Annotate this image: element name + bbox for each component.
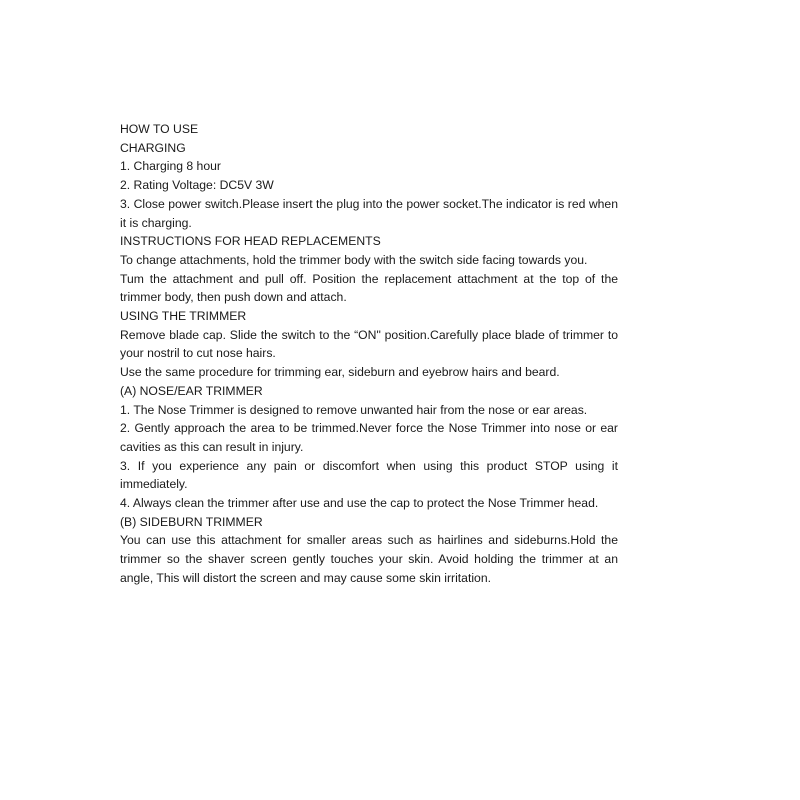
using-trimmer-paragraph: Remove blade cap. Slide the switch to the “ON" position.Carefully place blade of trimmer to your nostril to cut nose hairs.: [120, 327, 618, 361]
nose-ear-item: 3. If you experience any pain or discomfort when using this product STOP using it immediately.: [120, 458, 618, 492]
charging-heading: CHARGING: [120, 140, 186, 155]
using-trimmer-heading: USING THE TRIMMER: [120, 309, 247, 324]
charging-item: 2. Rating Voltage: DC5V 3W: [120, 178, 274, 193]
using-trimmer-paragraph: Use the same procedure for trimming ear, sideburn and eyebrow hairs and beard.: [120, 365, 560, 380]
head-replacements-paragraph: Tum the attachment and pull off. Position the replacement attachment at the top of the trimmer body, then push down and attach.: [120, 271, 618, 305]
charging-item: 1. Charging 8 hour: [120, 159, 221, 174]
nose-ear-item: 2. Gently approach the area to be trimmed.Never force the Nose Trimmer into nose or ear cavities as this can result in injury.: [120, 421, 618, 454]
head-replacements-heading: INSTRUCTIONS FOR HEAD REPLACEMENTS: [120, 234, 381, 249]
sideburn-heading: (B) SIDEBURN TRIMMER: [120, 514, 263, 529]
instruction-document: [120, 120, 618, 588]
document-title: HOW TO USE: [120, 122, 199, 136]
head-replacements-paragraph: To change attachments, hold the trimmer body with the switch side facing towards you.: [120, 252, 588, 267]
sideburn-paragraph: You can use this attachment for smaller areas such as hairlines and sideburns.Hold the trimmer so the shaver screen gently touches your skin. Avoid holding the trimmer at an angle, This will distort the screen and may cause some skin irritation.: [120, 533, 618, 585]
nose-ear-item: 4. Always clean the trimmer after use and use the cap to protect the Nose Trimmer head.: [120, 496, 599, 511]
nose-ear-heading: (A) NOSE/EAR TRIMMER: [120, 383, 263, 398]
nose-ear-item: 1. The Nose Trimmer is designed to remove unwanted hair from the nose or ear areas.: [120, 402, 588, 417]
charging-item: 3. Close power switch.Please insert the plug into the power socket.The indicator is red when it is charging.: [120, 196, 618, 230]
